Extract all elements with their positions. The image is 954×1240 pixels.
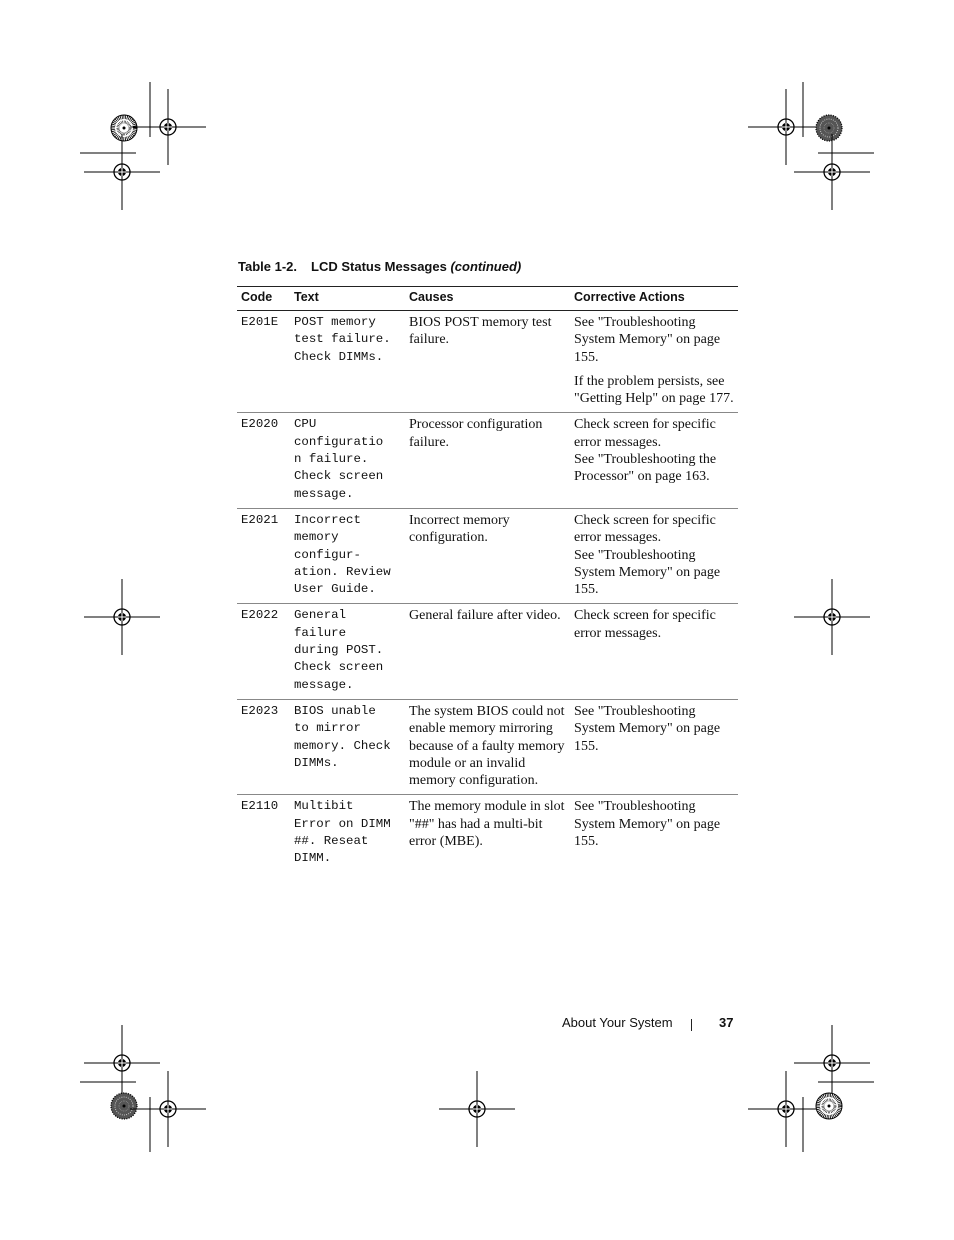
table-caption-suffix: (continued) xyxy=(450,259,522,274)
cell-causes: Processor configuration failure. xyxy=(405,413,570,508)
cell-actions xyxy=(570,311,738,413)
cell-actions xyxy=(570,604,738,699)
table-row xyxy=(237,699,738,794)
cell-text: Multibit Error on DIMM ##. Reseat DIMM. xyxy=(294,799,391,866)
action-paragraph: Check screen for specific error messages. See "Troubleshooting System Memory" on page 155. xyxy=(574,512,721,598)
cell-text: POST memory test failure. Check DIMMs. xyxy=(290,311,405,413)
action-paragraph: Check screen for specific error messages. xyxy=(574,608,716,641)
cell-code: E2021 xyxy=(237,508,290,603)
cell-text: BIOS unable to mirror memory. Check DIMMs. xyxy=(290,699,405,794)
lcd-status-table xyxy=(237,286,738,873)
cell-causes: General failure after video. xyxy=(405,604,570,699)
cell-causes: BIOS POST memory test failure. xyxy=(405,311,570,413)
table-row xyxy=(237,508,738,603)
page-footer xyxy=(562,1015,738,1033)
cell-text: Incorrect memory configur- ation. Review User Guide. xyxy=(290,508,405,603)
table-row xyxy=(237,413,738,508)
table-row xyxy=(237,795,738,873)
cell-code: E2022 xyxy=(237,604,290,699)
table-header-row xyxy=(237,287,738,311)
cell-actions xyxy=(570,795,738,873)
table-caption xyxy=(238,259,521,274)
cell-text: General failure during POST. Check screen message. xyxy=(290,604,405,699)
cell-causes: The system BIOS could not enable memory mirroring because of a faulty memory module or an invalid memory configuration. xyxy=(405,699,570,794)
cell-causes: Incorrect memory configuration. xyxy=(405,508,570,603)
cell-code: E2020 xyxy=(237,413,290,508)
table-caption-title: LCD Status Messages xyxy=(311,259,447,274)
cell-code: E201E xyxy=(237,311,290,413)
header-causes: Causes xyxy=(405,287,570,311)
header-code: Code xyxy=(237,287,290,311)
cell-actions xyxy=(570,413,738,508)
cell-actions xyxy=(570,699,738,794)
footer-section-title: About Your System xyxy=(562,1015,673,1030)
header-text: Text xyxy=(290,287,405,311)
action-paragraph: If the problem persists, see "Getting Help" on page 177. xyxy=(574,373,734,407)
cell-actions xyxy=(570,508,738,603)
cell-code: E2023 xyxy=(237,699,290,794)
table-row xyxy=(237,604,738,699)
action-paragraph: See "Troubleshooting System Memory" on page 155. xyxy=(574,799,721,850)
table-caption-label: Table 1-2. xyxy=(238,259,298,274)
cell-code: E2110 xyxy=(241,799,279,814)
action-paragraph: See "Troubleshooting System Memory" on page 155. xyxy=(574,703,721,754)
cell-text: CPU configuratio n failure. Check screen message. xyxy=(290,413,405,508)
footer-separator xyxy=(691,1019,692,1031)
action-paragraph: Check screen for specific error messages. See "Troubleshooting the Processor" on page 163. xyxy=(574,417,717,485)
action-paragraph: See "Troubleshooting System Memory" on page 155. xyxy=(574,315,721,365)
cell-causes: The memory module in slot "##" has had a multi-bit error (MBE). xyxy=(409,799,565,850)
header-corrective-actions: Corrective Actions xyxy=(570,287,738,311)
page-number: 37 xyxy=(719,1015,734,1030)
table-row xyxy=(237,311,738,413)
